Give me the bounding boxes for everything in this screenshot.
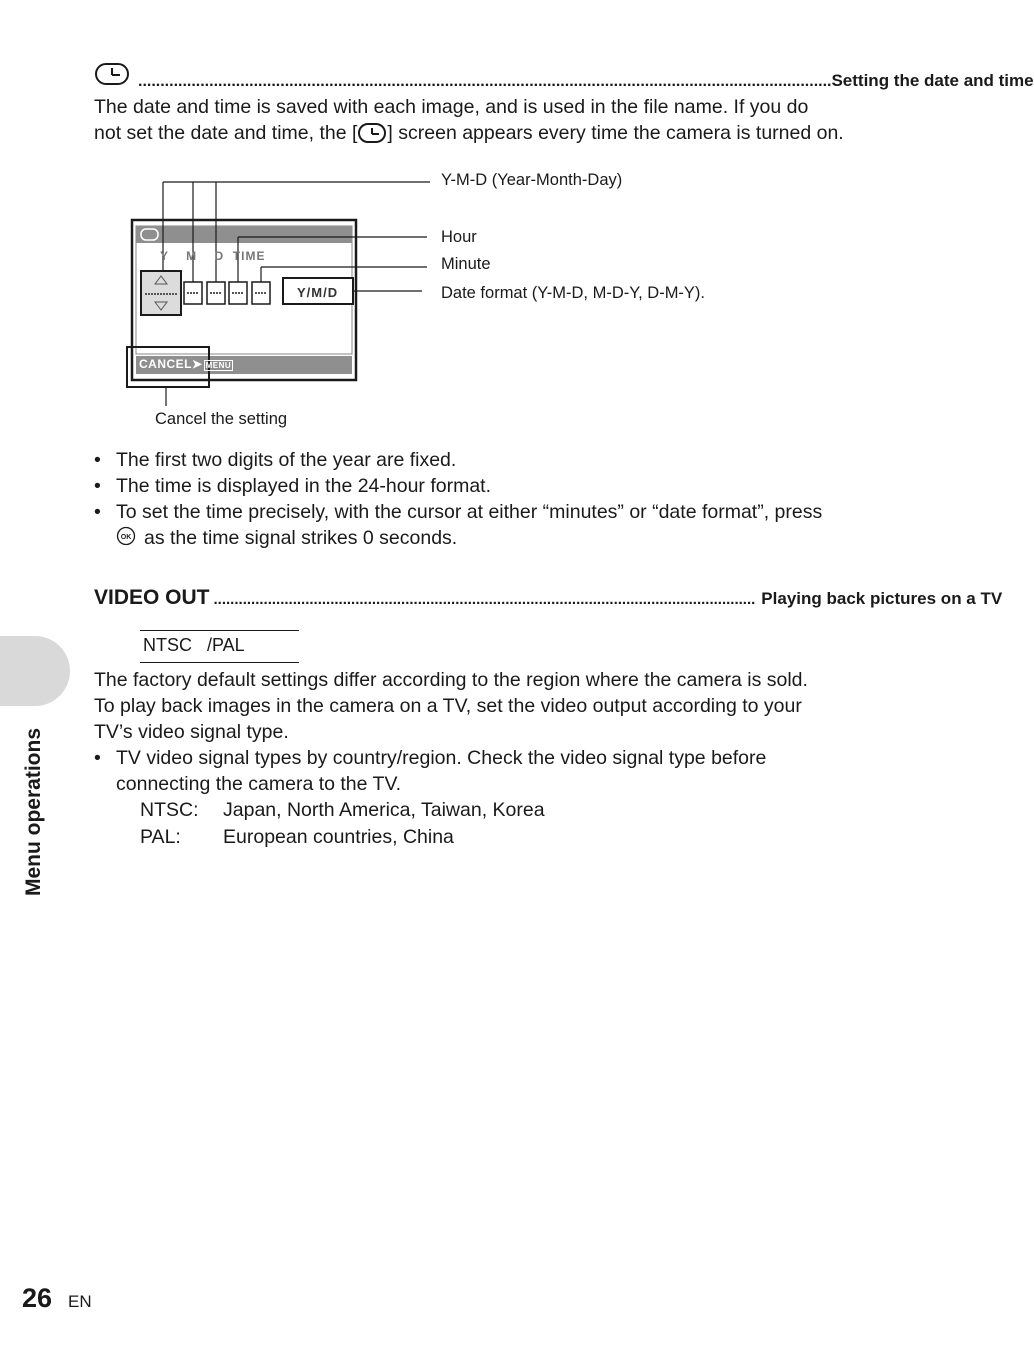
paragraph-part: not set the date and time, the [ xyxy=(94,122,358,144)
clock-icon xyxy=(357,121,387,147)
bullet-mark: • xyxy=(94,747,101,769)
bullet-mark: • xyxy=(94,501,101,523)
list-item-text: The first two digits of the year are fixed. xyxy=(116,449,457,471)
screen-header-label: Y M D TIME xyxy=(160,249,266,263)
signal-type: NTSC: xyxy=(140,799,199,821)
menu-button-icon: MENU xyxy=(205,361,232,370)
table-rule-bottom xyxy=(140,662,299,663)
paragraph-line: The date and time is saved with each image, and is used in the file name. If you do xyxy=(94,96,809,118)
arrow-icon: ➤ xyxy=(192,357,203,371)
callout-hour: Hour xyxy=(441,228,477,246)
svg-text:OK: OK xyxy=(120,534,132,541)
leader-dots: ............................................................................................................................................................ xyxy=(138,73,832,90)
section-heading-video-out xyxy=(94,586,1003,610)
list-item-text: TV video signal types by country/region. Check the video signal type before xyxy=(116,747,767,769)
leader-dots: .................................................................................................................................. xyxy=(213,591,756,608)
section-subtitle: Playing back pictures on a TV xyxy=(761,589,1003,608)
paragraph-line xyxy=(94,120,844,147)
chapter-label: Menu operations xyxy=(22,727,45,897)
cancel-text: CANCEL xyxy=(139,357,192,371)
chapter-tab xyxy=(0,636,70,706)
bullet-mark: • xyxy=(94,449,101,471)
list-item-text: as the time signal strikes 0 seconds. xyxy=(144,527,458,549)
section-title-video-out: VIDEO OUT xyxy=(94,586,210,609)
paragraph-part: ] screen appears every time the camera is turned on. xyxy=(387,122,844,144)
language-code: EN xyxy=(68,1292,92,1311)
callout-minute: Minute xyxy=(441,255,491,273)
callout-date-format: Date format (Y-M-D, M-D-Y, D-M-Y). xyxy=(441,284,706,302)
list-item-text: To set the time precisely, with the cursor at either “minutes” or “date format”, press xyxy=(116,501,823,523)
video-out-options: NTSC /PAL xyxy=(143,635,245,655)
paragraph-line: The factory default settings differ according to the region where the camera is sold. xyxy=(94,669,808,691)
clock-icon xyxy=(94,62,130,91)
signal-regions: Japan, North America, Taiwan, Korea xyxy=(223,799,545,821)
signal-regions: European countries, China xyxy=(223,826,454,848)
cancel-button-label xyxy=(139,357,233,371)
table-rule-top xyxy=(140,630,299,631)
signal-type: PAL: xyxy=(140,826,181,848)
section-heading-datetime xyxy=(94,62,1034,91)
callout-cancel: Cancel the setting xyxy=(155,410,288,428)
ok-button-icon xyxy=(116,526,136,553)
section-title: Setting the date and time xyxy=(831,71,1034,90)
paragraph-line: TV’s video signal type. xyxy=(94,721,289,743)
date-format-value: Y/M/D xyxy=(297,285,339,300)
callout-ymd: Y-M-D (Year-Month-Day) xyxy=(441,171,623,189)
bullet-mark: • xyxy=(94,475,101,497)
list-item-continuation: connecting the camera to the TV. xyxy=(116,773,402,795)
paragraph-line: To play back images in the camera on a TV, set the video output according to your xyxy=(94,695,802,717)
page-number: 26 xyxy=(22,1283,53,1313)
list-item-continuation xyxy=(116,525,457,553)
list-item-text: The time is displayed in the 24-hour format. xyxy=(116,475,492,497)
